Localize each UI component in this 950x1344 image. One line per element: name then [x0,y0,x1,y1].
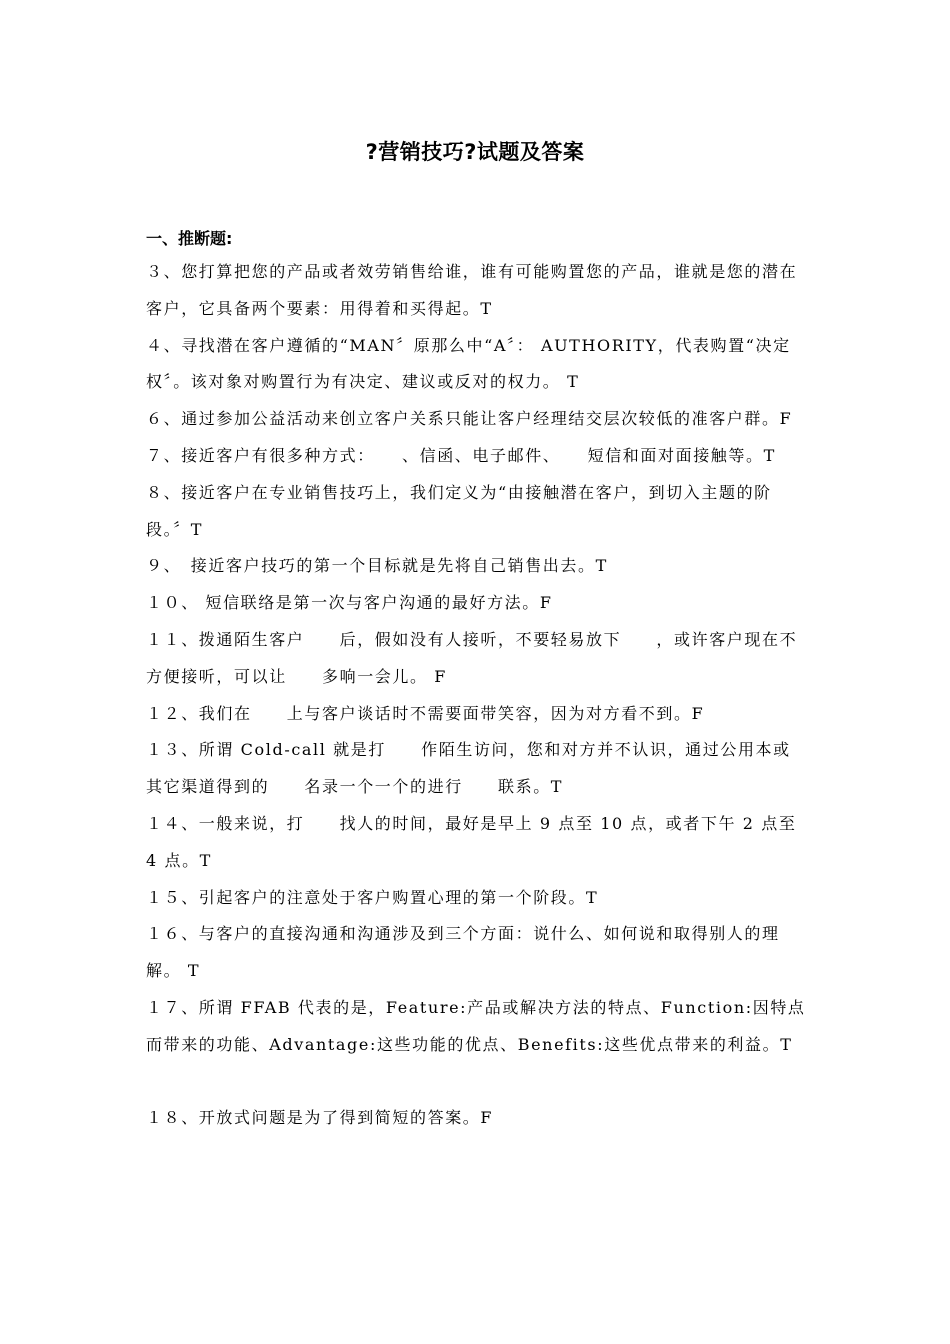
question-item: １４、一般来说，打 找人的时间，最好是早上 9 点至 10 点，或者下午 2 点至 4 点。T [146,813,797,870]
question-item: １０、 短信联络是第一次与客户沟通的最好方法。F [146,593,553,613]
question-item: １２、我们在 上与客户谈话时不需要面带笑容，因为对方看不到。F [146,703,705,723]
question-item: １５、引起客户的注意处于客户购置心理的第一个阶段。T [146,887,599,907]
question-item: １７、所谓 FFAB 代表的是，Feature:产品或解决方法的特点、Function:因特点而带来的功能、Advantage:这些功能的优点、Benefits:这些优点带来的利益。T [146,997,806,1054]
question-item: ４、寻找潜在客户遵循的“MAN〞原那么中“A〞： AUTHORITY，代表购置“决定权〞。该对象对购置行为有决定、建议或反对的权力。 T [146,335,791,392]
question-item: １３、所谓 Cold-call 就是打 作陌生访问，您和对方并不认识，通过公用本或其它渠道得到的 名录一个一个的进行 联系。T [146,740,791,797]
question-list [146,254,808,1136]
question-item: ９、 接近客户技巧的第一个目标就是先将自己销售出去。T [146,556,608,576]
question-item: ７、接近客户有很多种方式： 、信函、电子邮件、 短信和面对面接触等。T [146,445,776,465]
question-item: １１、拨通陌生客户 后，假如没有人接听，不要轻易放下 ，或许客户现在不方便接听，可以让 多响一会儿。 F [146,629,798,686]
question-item: １８、开放式问题是为了得到简短的答案。F [146,1107,494,1127]
section-heading: 一、推断题: [146,229,233,248]
document-title: ?营销技巧?试题及答案 [365,140,585,164]
question-item: ８、接近客户在专业销售技巧上，我们定义为“由接触潜在客户，到切入主题的阶段。〞T [146,482,772,539]
question-item: ６、通过参加公益活动来创立客户关系只能让客户经理结交层次较低的准客户群。F [146,409,793,429]
question-item: １６、与客户的直接沟通和沟通涉及到三个方面：说什么、如何说和取得别人的理解。 T [146,924,780,981]
question-item: ３、您打算把您的产品或者效劳销售给谁，谁有可能购置您的产品，谁就是您的潜在客户，它具备两个要素：用得着和买得起。T [146,262,798,318]
